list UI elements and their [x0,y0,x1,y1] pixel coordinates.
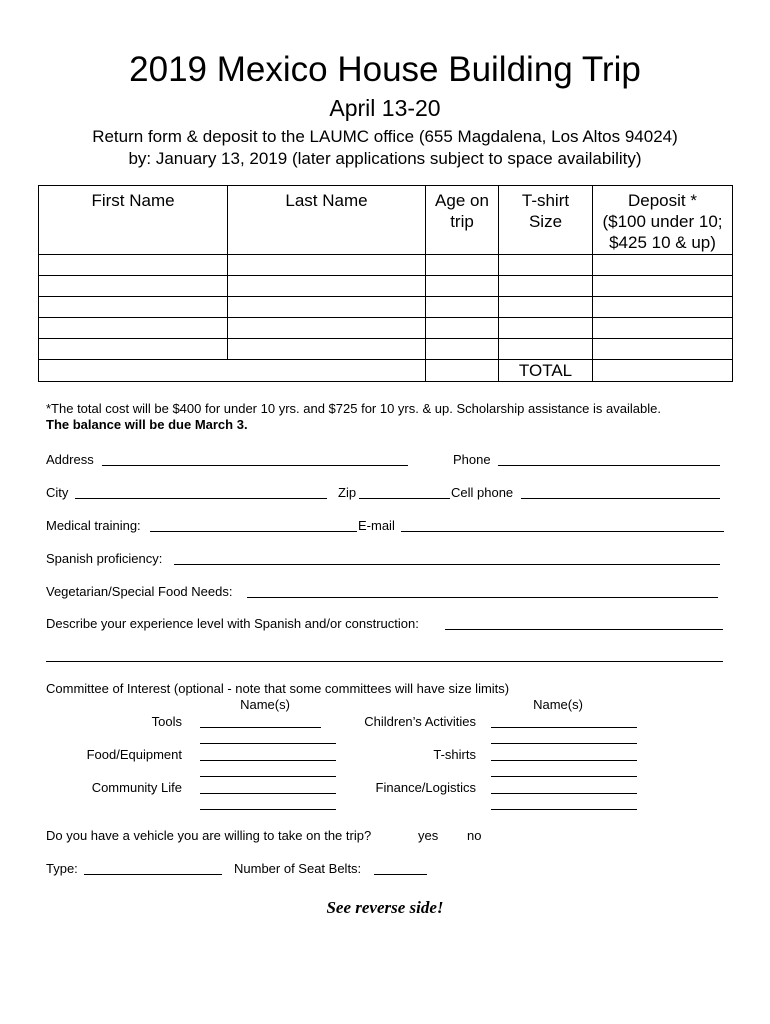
blank-cell [228,360,426,382]
table-row [39,318,733,339]
last-name-cell[interactable] [228,297,426,318]
deposit-cell[interactable] [593,276,733,297]
col-deposit: Deposit * ($100 under 10; $425 10 & up) [593,186,733,255]
table-row [39,276,733,297]
finance-name-field-2[interactable] [491,793,637,794]
col-age: Age on trip [426,186,499,255]
table-row [39,297,733,318]
seat-belts-field[interactable] [374,874,427,875]
vehicle-yes-option[interactable]: yes [418,828,439,843]
names-header-left: Name(s) [240,697,290,712]
tshirt-cell[interactable] [499,255,593,276]
table-row [39,255,733,276]
medical-label: Medical training: [46,518,141,533]
tshirt-cell[interactable] [499,276,593,297]
see-reverse-note: See reverse side! [326,898,444,917]
cell-phone-field[interactable] [521,498,720,499]
last-name-cell[interactable] [228,318,426,339]
total-label: TOTAL [499,360,593,382]
address-field[interactable] [102,465,408,466]
experience-field-line-2[interactable] [46,661,723,662]
childrens-activities-name-field[interactable] [491,727,637,728]
cell-phone-label: Cell phone [451,485,514,500]
vehicle-type-field[interactable] [84,874,222,875]
zip-label: Zip [338,485,357,500]
address-label: Address [46,452,94,467]
experience-field[interactable] [445,629,723,630]
city-label: City [46,485,69,500]
total-row [39,360,733,382]
spanish-label: Spanish proficiency: [46,551,163,566]
tools-label: Tools [151,714,182,729]
community-life-name-field-3[interactable] [200,809,336,810]
zip-field[interactable] [359,498,450,499]
tshirts-name-field-2[interactable] [491,760,637,761]
city-field[interactable] [75,498,327,499]
blank-cell [39,360,228,382]
age-cell[interactable] [426,318,499,339]
age-cell[interactable] [426,297,499,318]
phone-label: Phone [453,452,491,467]
first-name-cell[interactable] [39,318,228,339]
seat-belts-label: Number of Seat Belts: [234,861,362,876]
blank-cell [426,360,499,382]
first-name-cell[interactable] [39,339,228,360]
experience-label: Describe your experience level with Spanish and/or construction: [46,616,419,631]
balance-note: The balance will be due March 3. [46,417,248,432]
finance-name-field-1[interactable] [491,776,637,777]
vehicle-type-label: Type: [46,861,78,876]
table-header-row [39,186,733,255]
col-first-name: First Name [39,186,228,255]
return-instructions: Return form & deposit to the LAUMC office (655 Magdalena, Los Altos 94024) [92,127,678,146]
last-name-cell[interactable] [228,339,426,360]
vehicle-question: Do you have a vehicle you are willing to take on the trip? [46,828,372,843]
community-life-label: Community Life [91,780,182,795]
col-tshirt: T-shirt Size [499,186,593,255]
table-row [39,339,733,360]
phone-field[interactable] [498,465,720,466]
community-life-name-field-1[interactable] [200,776,336,777]
last-name-cell[interactable] [228,276,426,297]
email-field[interactable] [401,531,724,532]
medical-field[interactable] [150,531,357,532]
tshirts-label: T-shirts [433,747,476,762]
page-title: 2019 Mexico House Building Trip [129,50,641,89]
committee-intro: Committee of Interest (optional - note that some committees will have size limits) [46,681,510,696]
names-header-right: Name(s) [533,697,583,712]
finance-name-field-3[interactable] [491,809,637,810]
age-cell[interactable] [426,255,499,276]
first-name-cell[interactable] [39,276,228,297]
deposit-cell[interactable] [593,318,733,339]
community-life-name-field-2[interactable] [200,793,336,794]
food-needs-label: Vegetarian/Special Food Needs: [46,584,233,599]
deposit-cell[interactable] [593,339,733,360]
email-label: E-mail [358,518,395,533]
spanish-field[interactable] [174,564,720,565]
cost-note-text: *The total cost will be $400 for under 10 yrs. and $725 for 10 yrs. & up. Scholarship assistance is available. [46,401,661,416]
tshirt-cell[interactable] [499,339,593,360]
tshirts-name-field-1[interactable] [491,743,637,744]
tshirt-cell[interactable] [499,297,593,318]
deposit-cell[interactable] [593,297,733,318]
tools-name-field[interactable] [200,727,321,728]
participant-table [38,185,733,382]
finance-logistics-label: Finance/Logistics [375,780,476,795]
last-name-cell[interactable] [228,255,426,276]
cost-note [46,401,661,433]
food-equipment-label: Food/Equipment [86,747,182,762]
childrens-activities-label: Children’s Activities [364,714,476,729]
trip-dates: April 13-20 [329,95,441,121]
total-deposit-cell[interactable] [593,360,733,382]
col-last-name: Last Name [228,186,426,255]
first-name-cell[interactable] [39,297,228,318]
age-cell[interactable] [426,339,499,360]
tshirt-cell[interactable] [499,318,593,339]
deposit-cell[interactable] [593,255,733,276]
food-equipment-name-field-1[interactable] [200,743,336,744]
first-name-cell[interactable] [39,255,228,276]
food-equipment-name-field-2[interactable] [200,760,336,761]
age-cell[interactable] [426,276,499,297]
deadline-instructions: by: January 13, 2019 (later applications subject to space availability) [128,149,642,168]
vehicle-no-option[interactable]: no [467,828,482,843]
food-needs-field[interactable] [247,597,718,598]
